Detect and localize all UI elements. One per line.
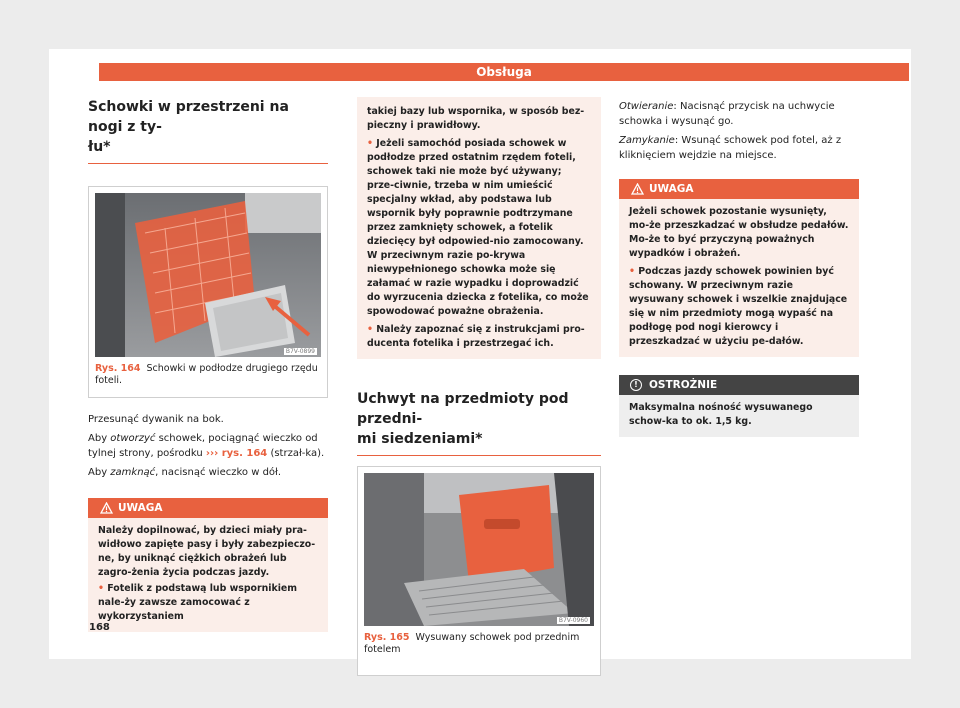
figure-164: [88, 186, 328, 398]
warning-box-1-continued: [357, 97, 601, 359]
warning-header: [619, 179, 859, 199]
figure-165-image: [364, 473, 594, 626]
exclamation-circle-icon: !: [630, 379, 642, 391]
manual-page: [49, 49, 911, 659]
caption-text: Wysuwany schowek pod przednim fotelem: [364, 632, 580, 655]
warning-triangle-icon: [631, 182, 644, 202]
caution-body: Maksymalna nośność wysuwanego schow-ka to ok. 1,5 kg.: [619, 395, 859, 437]
figure-164-image: [95, 193, 321, 357]
warning-title: UWAGA: [649, 183, 694, 195]
caution-title: OSTROŻNIE: [649, 379, 718, 391]
warning-box-2: [619, 179, 859, 357]
warning-body: [88, 518, 328, 632]
column-2: [357, 97, 601, 676]
paragraph-close: Aby zamknąć, nacisnąć wieczko w dół.: [88, 467, 282, 478]
section-header: Obsługa: [99, 63, 909, 81]
warning-text: Należy dopilnować, by dzieci miały pra-widłowo zapięte pasy i były zabezpieczo-ne, by uniknąć ciężkich obrażeń lub zagro-żenia życia podczas jazdy.: [98, 525, 316, 578]
warning-body: [619, 199, 859, 357]
warning-bullet: • Fotelik z podstawą lub wspornikiem nale-ży zawsze zamocować z wykorzystaniem: [98, 583, 298, 622]
paragraph-move-mat: Przesunąć dywanik na bok.: [88, 414, 224, 425]
warning-header: [88, 498, 328, 518]
heading-rule: [357, 455, 601, 456]
warning-bullet: • Jeżeli samochód posiada schowek w podłodze przed ostatnim rzędem foteli, schowek taki nie może być używany; prze-ciwnie, trzeba w nim umieścić specjalny wkład, aby podstawa lub wspornik były poprawnie podtrzymane przez zamknięty schowek, a fotelik dziecięcy był odpowied-nio zamocowany. W przeciwnym razie po-krywa niewypełnionego schowka może się załamać w razie wypadku i doprowadzić do wyrzucenia dziecka z fotelika, co może spowodować poważne obrażenia.: [367, 138, 589, 317]
warning-bullet: • Podczas jazdy schowek powinien być schowany. W przeciwnym razie wysuwany schowek i wszelkie znajdujące się w nim przedmioty mogą wypaść na podłogę pod nogi kierowcy i przeszkadzać w użyciu pe-dałów.: [629, 266, 848, 347]
warning-text: Jeżeli schowek pozostanie wysunięty, mo-że przeszkadzać w obsłudze pedałów. Mo-że to być przyczyną poważnych wypadków i obrażeń.: [629, 206, 849, 259]
page-number: 168: [89, 622, 110, 633]
warning-box-1: [88, 498, 328, 632]
column-3: [619, 99, 859, 437]
figure-ref-link[interactable]: ››› rys. 164: [205, 448, 268, 459]
warning-title: UWAGA: [118, 502, 163, 514]
paragraph-opening: Otwieranie: Nacisnąć przycisk na uchwycie schowka i wysunąć go.: [619, 101, 835, 127]
warning-continued-text: takiej bazy lub wspornika, w sposób bez-pieczny i prawidłowy.: [367, 106, 585, 131]
section-heading-storage-footwell: Schowki w przestrzeni na nogi z ty- łu*: [88, 99, 289, 155]
figure-165-caption: [364, 632, 594, 656]
figure-code: B7V-0960: [558, 617, 588, 624]
caution-header: [619, 375, 859, 395]
column-1: [88, 97, 328, 632]
figure-number: Rys. 164: [95, 363, 141, 374]
warning-triangle-icon: [100, 501, 113, 521]
figure-165: [357, 466, 601, 676]
caption-text: Schowki w podłodze drugiego rzędu foteli.: [95, 363, 318, 386]
figure-number: Rys. 165: [364, 632, 410, 643]
section-heading-under-seat: Uchwyt na przedmioty pod przedni- mi siedzeniami*: [357, 391, 569, 447]
paragraph-open: Aby otworzyć schowek, pociągnąć wieczko od tylnej strony, pośrodku ››› rys. 164 (strzał-ka).: [88, 433, 325, 459]
heading-rule: [88, 163, 328, 164]
figure-code: B7V-0899: [285, 348, 315, 355]
caution-box: [619, 375, 859, 437]
warning-body-continued: [357, 97, 601, 359]
figure-164-caption: [95, 363, 321, 387]
paragraph-closing: Zamykanie: Wsunąć schowek pod fotel, aż z kliknięciem wejdzie na miejsce.: [619, 135, 842, 161]
warning-bullet: • Należy zapoznać się z instrukcjami pro-ducenta fotelika i przestrzegać ich.: [367, 324, 585, 349]
